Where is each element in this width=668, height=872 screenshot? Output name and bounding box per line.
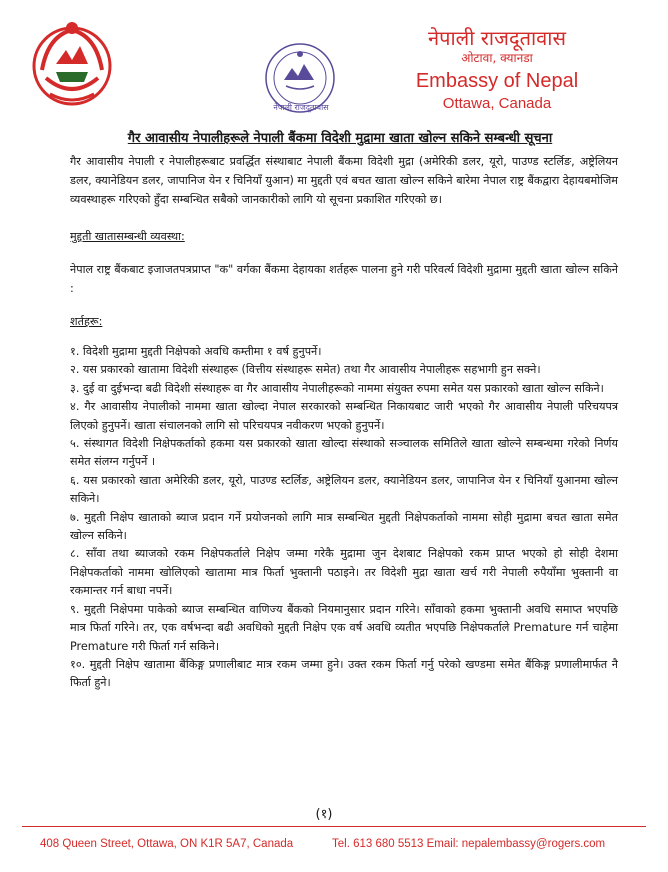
notice-body xyxy=(70,152,618,693)
condition-item: ७. मुद्दती निक्षेप खाताको ब्याज प्रदान गर्ने प्रयोजनको लागि मात्र सम्बन्धित मुद्दती निक्षेपकर्ताको नाममा सोही मुद्रामा बचत खाता समेत खोल्न सकिने। xyxy=(70,510,618,543)
conditions-list xyxy=(70,343,618,693)
footer-divider xyxy=(22,826,646,827)
city-nepali: ओटावा, क्यानडा xyxy=(461,51,533,65)
condition-item: ६. यस प्रकारको खाता अमेरिकी डलर, यूरो, पाउण्ड स्टर्लिङ, अष्ट्रेलियन डलर, क्यानेडियन डलर, जापानिज येन र चिनियाँ युआनमा खोल्न सकिने। xyxy=(70,473,618,506)
condition-item: २. यस प्रकारको खातामा विदेशी संस्थाहरू (वित्तीय संस्थाहरू समेत) तथा गैर आवासीय नेपालीहरू सहभागी हुन सक्ने। xyxy=(70,363,541,377)
seal-label: नेपाली राजदूतावास xyxy=(273,103,329,112)
notice-title: गैर आवासीय नेपालीहरूले नेपाली बैंकमा विदेशी मुद्रामा खाता खोल्न सकिने सम्बन्धी सूचना xyxy=(127,131,553,146)
embassy-name-english: Embassy of Nepal xyxy=(415,70,579,92)
condition-item: १०. मुद्दती निक्षेप खातामा बैंकिङ्ग प्रणालीबाट मात्र रकम जम्मा हुने। उक्त रकम फिर्ता गर्नु परेको खण्डमा समेत बैंकिङ्ग प्रणालीमार्फत नै फिर्ता हुने। xyxy=(70,657,618,690)
condition-item: ९. मुद्दती निक्षेपमा पाकेको ब्याज सम्बन्धित वाणिज्य बैंकको नियमानुसार प्रदान गरिने। साँवाको हकमा भुक्तानी अवधि समाप्त भएपछि मात्र फिर्ता गरिने। तर, एक वर्षभन्दा बढी अवधिको मुद्दती निक्षेप एक वर्ष अवधि व्यतीत भएपछि निक्षेपकर्ताले Premature गर्न चाहेमा Premature गरी फिर्ता गर्न सकिने। xyxy=(70,602,618,653)
conditions-heading: शर्तहरू: xyxy=(70,315,103,328)
condition-item: १. विदेशी मुद्रामा मुद्दती निक्षेपको अवधि कम्तीमा १ वर्ष हुनुपर्ने। xyxy=(70,345,322,358)
intro-paragraph: गैर आवासीय नेपाली र नेपालीहरूबाट प्रवर्द्धित संस्थाबाट नेपाली बैंकमा विदेशी मुद्रा (अमेरिकी डलर, यूरो, पाउण्ड स्टर्लिङ, अष्ट्रेलियन डलर, क्यानेडियन डलर, जापानिज येन र चिनियाँ युआन) मा मुद्दती एवं बचत खाता खोल्न सकिने बारेमा नेपाल राष्ट्र बैंकद्वारा देहायबमोजिम व्यवस्थाहरू गरिएको हुँदा सम्बन्धित सबैको जानकारीको लागि यो सूचना प्रकाशित गरिएको छ। xyxy=(70,155,618,206)
condition-item: ३. दुई वा दुईभन्दा बढी विदेशी संस्थाहरू वा गैर आवासीय नेपालीहरूको नाममा संयुक्त रुपमा समेत यस प्रकारको खाता खोल्न सकिने। xyxy=(70,381,604,395)
condition-item: ८. साँवा तथा ब्याजको रकम निक्षेपकर्ताले निक्षेप जम्मा गरेकै मुद्रामा जुन देशबाट निक्षेपको रकम प्राप्त भएको हो सोही देशमा निक्षेपकर्ताको नाममा खोलिएको खातामा मात्र फिर्ता भुक्तानी पठाइने। तर विदेशी मुद्रा खाता खर्च गरी नेपाली रुपैयाँमा भुक्तानी वा रकमान्तर गर्न बाधा नपर्ने। xyxy=(70,547,618,598)
city-english: Ottawa, Canada xyxy=(442,95,552,112)
condition-item: ५. संस्थागत विदेशी निक्षेपकर्ताको हकमा यस प्रकारको खाता खोल्दा संस्थाको सञ्चालक समितिले खाता खोल्ने सम्बन्धमा गरेको निर्णय समेत संलग्न गर्नुपर्ने । xyxy=(70,437,618,469)
embassy-name-nepali: नेपाली राजदूतावास xyxy=(428,26,566,50)
section-heading: मुद्दती खातासम्बन्धी व्यवस्था: xyxy=(70,230,185,243)
footer-address: 408 Queen Street, Ottawa, ON K1R 5A7, Canada xyxy=(40,838,294,850)
letterhead-text xyxy=(392,26,602,114)
condition-item: ४. गैर आवासीय नेपालीको नाममा खाता खोल्दा नेपाल सरकारको सम्बन्धित निकायबाट जारी भएको गैर आवासीय नेपाली परिचयपत्र लिएको हुनुपर्ने। खाता संचालनको लागि सो परिचयपत्र नवीकरण भएको हुनुपर्ने। xyxy=(70,400,618,432)
page-number: (१) xyxy=(315,807,333,822)
section-description: नेपाल राष्ट्र बैंकबाट इजाजतपत्रप्राप्त "क" वर्गका बैंकमा देहायका शर्तहरू पालना हुने गरी परिवर्त्य विदेशी मुद्रामा मुद्दती खाता खोल्न सकिने : xyxy=(70,263,618,295)
coat-of-arms-emblem xyxy=(26,16,118,108)
footer-contact: Tel. 613 680 5513 Email: nepalembassy@rogers.com xyxy=(332,838,606,850)
